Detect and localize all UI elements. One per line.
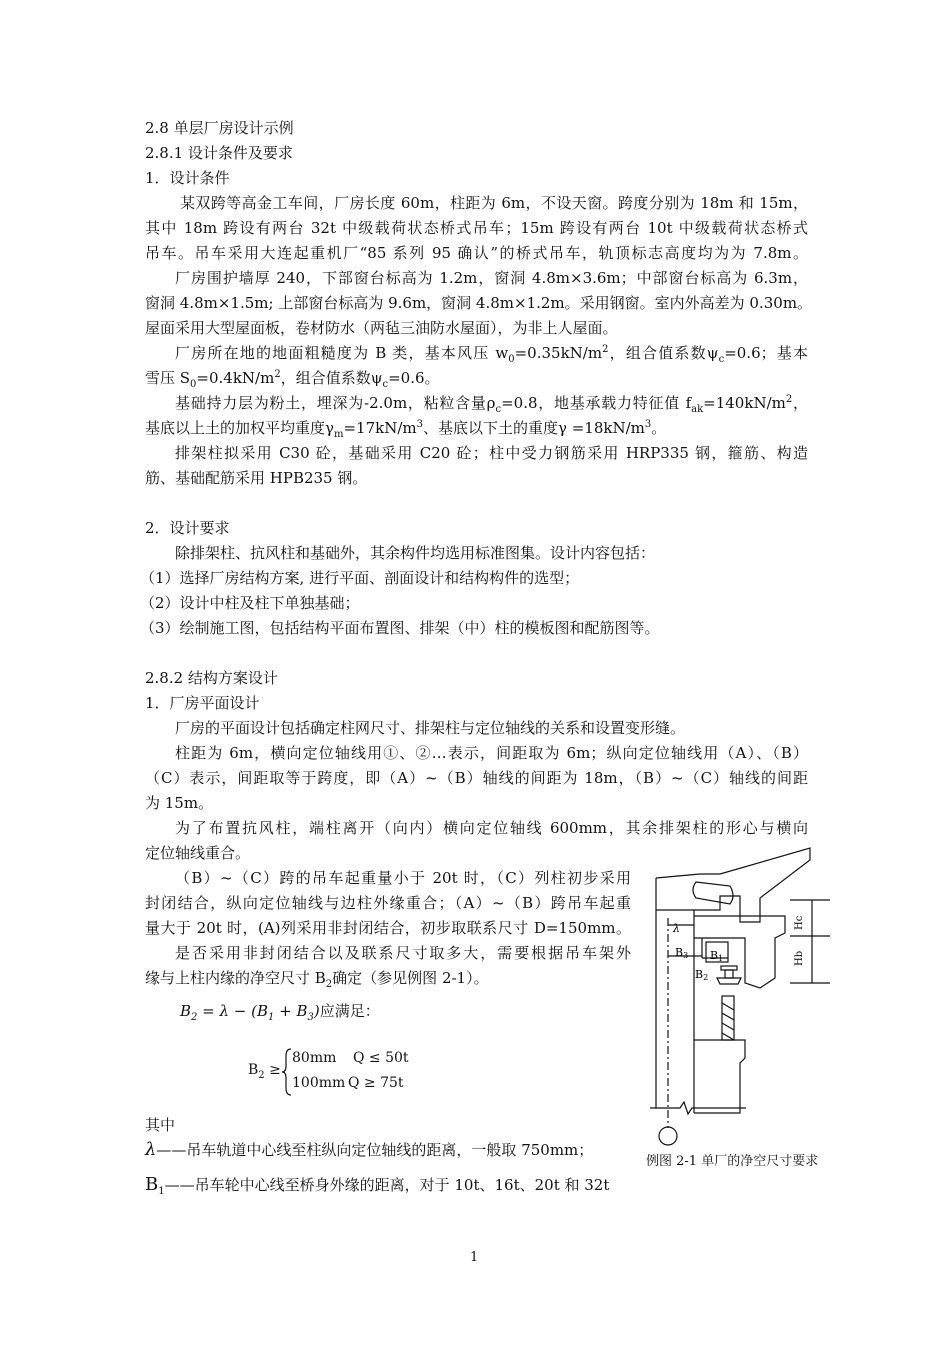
inequality-case-condition: Q ≤ 50t [353,1050,409,1066]
paragraph-line: 吊车。吊车采用大连起重机厂“85 系列 95 确认”的桥式吊车，轨顶标志高度均为为 7.8m。 [145,244,808,262]
inequality-case-condition: Q ≥ 75t [348,1075,404,1091]
inequality-lhs: $B_2$ ≥ [248,1062,281,1081]
figure-label-b3: B3 [675,946,689,960]
paragraph-line: 除排架柱、抗风柱和基础外，其余构件均选用标准图集。设计内容包括： [175,544,656,562]
paragraph-line: 排架柱拟采用 C30 砼，基础采用 C20 砼；柱中受力钢筋采用 HRP335 钢，箍筋、构造 [175,444,808,462]
brace-icon [282,1048,292,1096]
figure-label-hb: Hb [794,950,805,966]
paragraph-line: （C）表示，间距取等于跨度，即（A）~（B）轴线的间距为 18m，（B）~（C）轴线的间距 [145,769,808,787]
definition-lambda: λ——吊车轨道中心线至柱纵向定位轴线的距离，一般取 750mm； [145,1139,594,1160]
figure-caption: 例图 2-1 单厂的净空尺寸要求 [646,1154,819,1169]
paragraph-line: 量大于 20t 时，(A)列采用非封闭结合，初步取联系尺寸 D=150mm。 [145,919,631,937]
paragraph-line: 其中 18m 跨设有两台 32t 中级载荷状态桥式吊车；15m 跨设有两台 10t 中级载荷状态桥式 [145,219,808,237]
subheading-plan-design: 1．厂房平面设计 [145,694,260,712]
paragraph-line: 柱距为 6m，横向定位轴线用①、②…表示，间距取为 6m；纵向定位轴线用（A）、（B） [175,744,808,762]
paragraph-line: （B）~（C）跨的吊车起重量小于 20t 时，（C）列柱初步采用 [175,869,631,887]
subheading-design-conditions: 1．设计条件 [145,169,230,187]
crane-clearance-figure [640,838,840,1148]
list-item: （1）选择厂房结构方案, 进行平面、剖面设计和结构构件的选型； [140,569,580,587]
paragraph-line: 窗洞 4.8m×1.5m; 上部窗台标高为 9.6m，窗洞 4.8m×1.2m。采用钢窗。室内外高差为 0.30m。 [145,294,813,312]
list-item: （3）绘制施工图，包括结构平面布置图、排架（中）柱的模板图和配筋图等。 [140,619,660,637]
section-heading-2-8-2: 2.8.2 结构方案设计 [145,669,278,687]
figure-label-b1: B1 [710,949,724,963]
section-heading-2-8: 2.8 单层厂房设计示例 [145,119,294,137]
paragraph-line: 厂房围护墙厚 240，下部窗台标高为 1.2m，窗洞 4.8m×3.6m；中部窗台标高为 6.3m， [175,269,808,287]
paragraph-line-foundation: 基础持力层为粉土，埋深为-2.0m，粘粒含量$\rho_c=0.8$，地基承载力特征值 $f_{ak}=140kN/m^2$， [175,394,808,415]
paragraph-line: 封闭结合，纵向定位轴线与边柱外缘重合；（A）~（B）跨吊车起重 [145,894,631,912]
paragraph-line: 是否采用非封闭结合以及联系尺寸取多大，需要根据吊车架外 [175,944,631,962]
inequality-case-value: 100mm [292,1075,346,1091]
paragraph-line: 某双跨等高金工车间，厂房长度 60m，柱距为 6m，不设天窗。跨度分别为 18m 和 15m， [180,194,808,212]
figure-label-lambda: λ [673,922,680,935]
page-number: 1 [470,1250,479,1265]
paragraph-line: 筋、基础配筋采用 HPB235 钢。 [145,469,368,487]
axis-bubble [659,1127,677,1145]
paragraph-line: 为了布置抗风柱，端柱离开（向内）横向定位轴线 600mm，其余排架柱的形心与横向 [175,819,808,837]
equation-b2: $B_2 = \lambda - (B_1 + B_3)$应满足： [180,1002,380,1023]
inequality-case-value: 80mm [292,1050,337,1066]
section-heading-2-8-1: 2.8.1 设计条件及要求 [145,144,293,162]
subheading-design-requirements: 2．设计要求 [145,519,230,537]
paragraph-line-soil-weight: 基底以上土的加权平均重度$\gamma_m=17kN/m^3$、基底以下土的重度$\gamma =18kN/m^3$。 [145,419,667,440]
paragraph-line-clearance: 缘与上柱内缘的净空尺寸 $B_2$确定（参见例图 2-1）。 [145,969,489,990]
paragraph-line: 定位轴线重合。 [145,844,251,862]
where-label: 其中 [145,1116,176,1134]
paragraph-line: 厂房的平面设计包括确定柱网尺寸、排架柱与定位轴线的关系和设置变形缝。 [175,719,686,737]
paragraph-line: 为 15m。 [145,794,214,812]
inequality-b2 [248,1048,448,1096]
definition-b1: $B_1——$吊车轮中心线至桥身外缘的距离，对于 10t、16t、20t 和 32t [145,1174,610,1197]
paragraph-line-wind-pressure: 厂房所在地的地面粗糙度为 B 类，基本风压 $w_0=0.35kN/m^2$，组合值系数$\psi_c=0.6$；基本 [175,344,808,365]
paragraph-line: 屋面采用大型屋面板，卷材防水（两毡三油防水屋面），为非上人屋面。 [145,319,618,337]
figure-label-b2: B2 [695,968,709,982]
figure-label-hc: Hc [794,915,805,930]
paragraph-line-snow-pressure: 雪压 $S_0=0.4kN/m^2$，组合值系数$\psi_c=0.6$。 [145,369,440,390]
list-item: （2）设计中柱及柱下单独基础； [140,594,360,612]
